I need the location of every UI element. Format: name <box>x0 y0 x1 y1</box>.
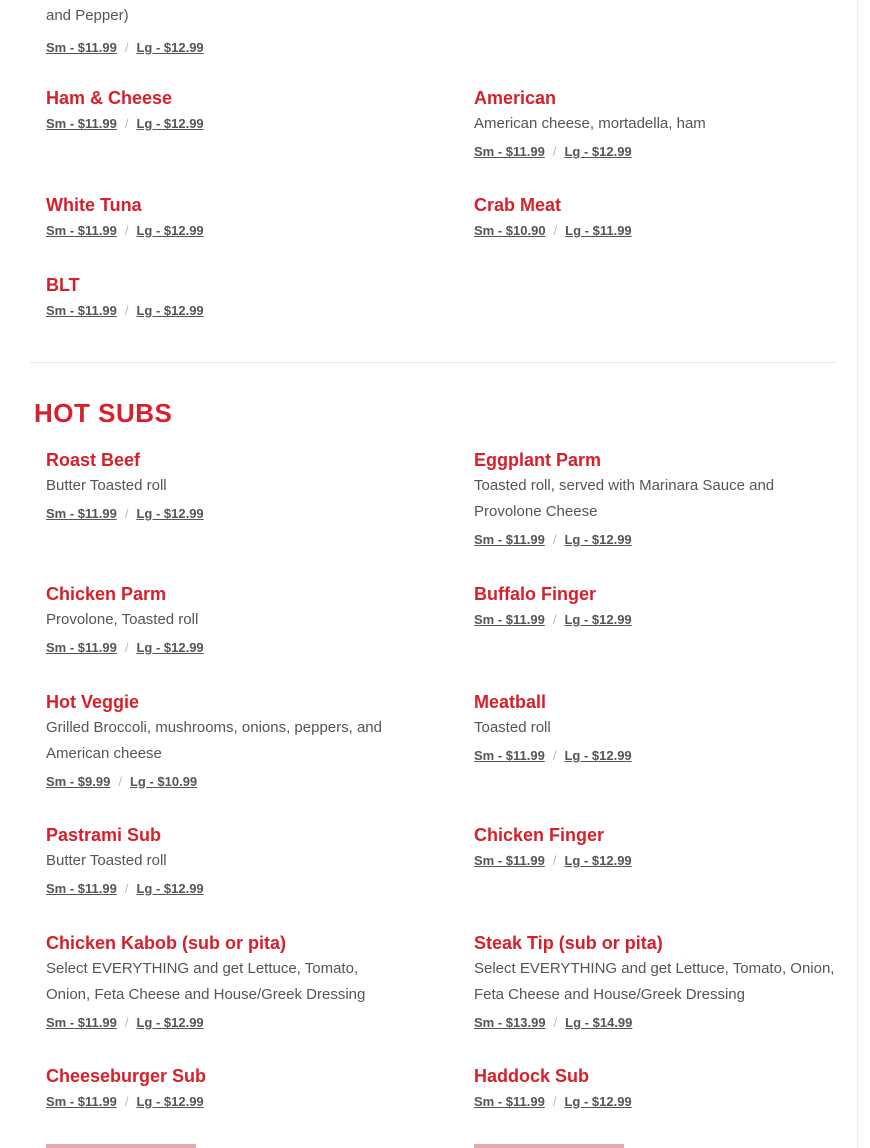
item-description: Butter Toasted roll <box>46 852 167 869</box>
item-prices <box>474 748 834 763</box>
menu-item[interactable] <box>474 691 834 763</box>
menu-item[interactable] <box>474 824 834 868</box>
price-large-link[interactable]: Lg - $12.99 <box>564 853 632 868</box>
price-small-link[interactable]: Sm - $11.99 <box>474 1094 545 1109</box>
price-large-link[interactable]: Lg - $12.99 <box>136 1094 204 1109</box>
item-prices <box>474 223 834 238</box>
item-name: White Tuna <box>46 195 142 215</box>
price-large-link[interactable]: Lg - $12.99 <box>136 116 204 131</box>
price-small-link[interactable]: Sm - $11.99 <box>46 1015 117 1030</box>
menu-item[interactable] <box>46 449 406 521</box>
item-name: Haddock Sub <box>474 1066 590 1086</box>
item-description: Toasted roll <box>474 719 551 736</box>
price-large-link[interactable]: Lg - $10.99 <box>129 774 198 789</box>
price-large-link[interactable]: Lg - $12.99 <box>564 532 632 547</box>
price-small-link[interactable]: Sm - $9.99 <box>46 774 111 789</box>
price-separator: / <box>124 40 129 55</box>
item-prices <box>46 40 406 55</box>
price-large-link[interactable]: Lg - $12.99 <box>564 748 632 763</box>
item-name: Meatball <box>474 692 547 712</box>
price-separator: / <box>552 1094 557 1109</box>
item-description: Grilled Broccoli, mushrooms, onions, peppers, and American cheese <box>46 719 382 762</box>
price-separator: / <box>552 748 557 763</box>
item-name: Steak Tip (sub or pita) <box>474 933 663 953</box>
price-small-link[interactable]: Sm - $11.99 <box>46 1094 117 1109</box>
price-separator: / <box>124 116 129 131</box>
price-separator: / <box>552 144 557 159</box>
price-small-link[interactable]: Sm - $11.99 <box>46 40 117 55</box>
item-description: American cheese, mortadella, ham <box>474 115 706 132</box>
price-small-link[interactable]: Sm - $11.99 <box>474 748 545 763</box>
price-separator: / <box>124 1015 129 1030</box>
item-name: Crab Meat <box>474 195 562 215</box>
item-description: Select EVERYTHING and get Lettuce, Tomato, Onion, Feta Cheese and House/Greek Dressing <box>46 960 366 1003</box>
price-large-link[interactable]: Lg - $12.99 <box>564 144 632 159</box>
price-separator: / <box>552 532 557 547</box>
price-small-link[interactable]: Sm - $11.99 <box>46 223 117 238</box>
item-description: Provolone, Toasted roll <box>46 611 199 628</box>
item-prices <box>474 1015 844 1030</box>
item-description: Butter Toasted roll <box>46 477 167 494</box>
item-prices <box>46 881 406 896</box>
price-small-link[interactable]: Sm - $11.99 <box>474 612 545 627</box>
price-small-link[interactable]: Sm - $11.99 <box>474 144 545 159</box>
item-prices <box>474 144 834 159</box>
item-name: American <box>474 88 557 108</box>
menu-item[interactable] <box>46 194 406 238</box>
price-separator: / <box>124 506 129 521</box>
menu-item[interactable] <box>474 87 834 159</box>
price-small-link[interactable]: Sm - $11.99 <box>46 881 117 896</box>
next-item-partial <box>474 1144 624 1148</box>
price-separator: / <box>552 612 557 627</box>
item-name: Chicken Parm <box>46 584 167 604</box>
item-name: Pastrami Sub <box>46 825 162 845</box>
item-name: Ham & Cheese <box>46 88 173 108</box>
item-prices <box>46 1094 406 1109</box>
price-large-link[interactable]: Lg - $12.99 <box>564 612 632 627</box>
section-divider <box>30 362 835 363</box>
price-separator: / <box>124 303 129 318</box>
section-title: HOT SUBS <box>34 398 173 428</box>
menu-item[interactable] <box>46 691 406 789</box>
price-large-link[interactable]: Lg - $12.99 <box>136 1015 204 1030</box>
item-prices <box>474 853 834 868</box>
item-prices <box>474 1094 834 1109</box>
item-name: Roast Beef <box>46 450 141 470</box>
menu-item[interactable] <box>46 583 406 655</box>
price-separator: / <box>552 853 557 868</box>
menu-item[interactable] <box>474 583 834 627</box>
price-small-link[interactable]: Sm - $11.99 <box>46 303 117 318</box>
price-small-link[interactable]: Sm - $11.99 <box>46 116 117 131</box>
item-description: Select EVERYTHING and get Lettuce, Tomato, Onion, Feta Cheese and House/Greek Dressing <box>474 960 835 1003</box>
item-name: Chicken Finger <box>474 825 605 845</box>
price-separator: / <box>124 881 129 896</box>
price-small-link[interactable]: Sm - $11.99 <box>46 506 117 521</box>
price-large-link[interactable]: Lg - $11.99 <box>565 223 632 238</box>
price-separator: / <box>124 1094 129 1109</box>
item-prices <box>46 506 406 521</box>
price-small-link[interactable]: Sm - $11.99 <box>46 640 117 655</box>
menu-item[interactable] <box>474 932 844 1030</box>
item-name: Eggplant Parm <box>474 450 602 470</box>
price-large-link[interactable]: Lg - $12.99 <box>136 506 204 521</box>
menu-item[interactable] <box>46 274 406 318</box>
menu-item[interactable] <box>46 1065 406 1109</box>
price-small-link[interactable]: Sm - $13.99 <box>474 1015 546 1030</box>
price-separator: / <box>124 223 129 238</box>
item-prices <box>46 774 406 789</box>
price-large-link[interactable]: Lg - $12.99 <box>136 640 204 655</box>
menu-item[interactable] <box>46 824 406 896</box>
item-prices <box>474 532 834 547</box>
item-description: Toasted roll, served with Marinara Sauce and Provolone Cheese <box>474 477 775 520</box>
menu-item[interactable] <box>474 194 834 238</box>
price-small-link[interactable]: Sm - $10.90 <box>474 223 546 238</box>
menu-item[interactable] <box>46 932 406 1030</box>
next-item-partial <box>46 1144 196 1148</box>
item-prices <box>474 612 834 627</box>
menu-item[interactable] <box>46 87 406 131</box>
item-description: and Pepper) <box>46 7 129 24</box>
item-prices <box>46 116 406 131</box>
menu-item[interactable] <box>474 449 834 547</box>
item-name: Chicken Kabob (sub or pita) <box>46 933 287 953</box>
price-large-link[interactable]: Lg - $12.99 <box>136 303 204 318</box>
item-name: Cheeseburger Sub <box>46 1066 207 1086</box>
price-large-link[interactable]: Lg - $12.99 <box>136 881 204 896</box>
price-separator: / <box>553 1015 558 1030</box>
item-prices <box>46 223 406 238</box>
price-separator: / <box>553 223 558 238</box>
item-prices <box>46 640 406 655</box>
price-large-link[interactable]: Lg - $12.99 <box>564 1094 632 1109</box>
item-prices <box>46 1015 406 1030</box>
price-small-link[interactable]: Sm - $11.99 <box>474 532 545 547</box>
price-large-link[interactable]: Lg - $12.99 <box>136 40 204 55</box>
price-separator: / <box>118 774 122 789</box>
page-edge-line <box>857 0 858 1148</box>
price-separator: / <box>124 640 129 655</box>
item-name: Hot Veggie <box>46 692 140 712</box>
price-large-link[interactable]: Lg - $12.99 <box>136 223 204 238</box>
price-small-link[interactable]: Sm - $11.99 <box>474 853 545 868</box>
price-large-link[interactable]: Lg - $14.99 <box>565 1015 633 1030</box>
menu-item-partial[interactable] <box>46 4 406 55</box>
menu-item[interactable] <box>474 1065 834 1109</box>
item-prices <box>46 303 406 318</box>
item-name: BLT <box>46 275 80 295</box>
item-name: Buffalo Finger <box>474 584 596 604</box>
